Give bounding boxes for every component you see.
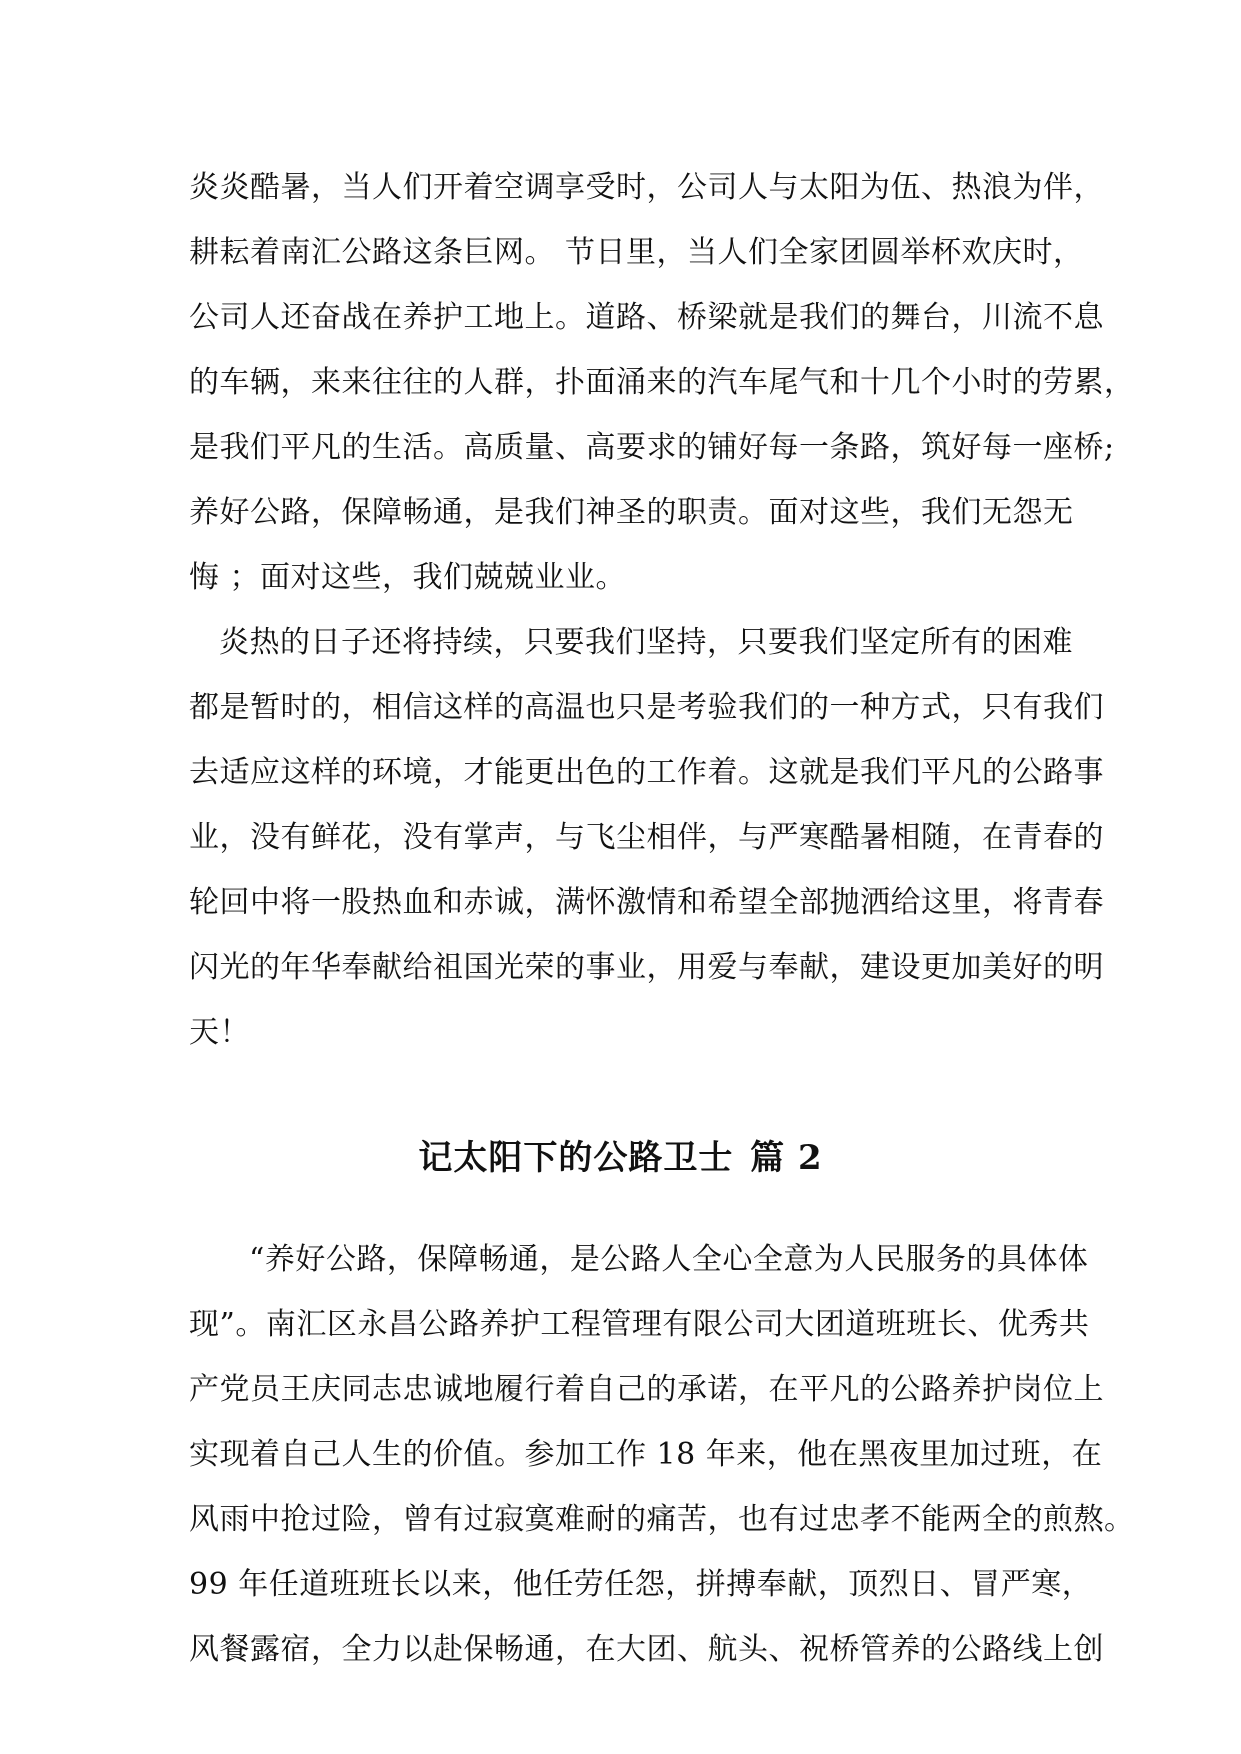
text-line: “养好公路，保障畅通，是公路人全心全意为人民服务的具体体 [249, 1242, 1089, 1277]
text-line: 天！ [189, 1015, 250, 1050]
text-line: 的车辆，来来往往的人群，扑面涌来的汽车尾气和十几个小时的劳累， [189, 365, 1135, 400]
section-heading [0, 1128, 1241, 1188]
text-line: 炎炎酷暑，当人们开着空调享受时，公司人与太阳为伍、热浪为伴， [189, 170, 1104, 205]
text-line: 风雨中抢过险，曾有过寂寞难耐的痛苦，也有过忠孝不能两全的煎熬。 [189, 1502, 1135, 1537]
paragraph-wang-qing [189, 1227, 1135, 1682]
text-line: 产党员王庆同志忠诚地履行着自己的承诺，在平凡的公路养护岗位上 [189, 1372, 1104, 1407]
text-line: 99 年任道班班长以来，他任劳任怨，拼搏奉献，顶烈日、冒严寒， [189, 1567, 1093, 1602]
text-line: 轮回中将一股热血和赤诚，满怀激情和希望全部抛洒给这里，将青春 [189, 885, 1104, 920]
text-line: 现”。南汇区永昌公路养护工程管理有限公司大团道班班长、优秀共 [189, 1307, 1090, 1342]
text-line: 公司人还奋战在养护工地上。道路、桥梁就是我们的舞台，川流不息 [189, 300, 1104, 335]
heading-title: 记太阳下的公路卫士 [418, 1138, 734, 1178]
text-line: 闪光的年华奉献给祖国光荣的事业，用爱与奉献，建设更加美好的明 [189, 950, 1104, 985]
paragraph-summer-work [189, 155, 1135, 610]
heading-number: 篇 2 [750, 1138, 823, 1178]
text-line: 风餐露宿，全力以赴保畅通，在大团、航头、祝桥管养的公路线上创 [189, 1632, 1104, 1667]
text-line: 业，没有鲜花，没有掌声，与飞尘相伴，与严寒酷暑相随，在青春的 [189, 820, 1104, 855]
text-line: 养好公路，保障畅通，是我们神圣的职责。面对这些，我们无怨无 [189, 495, 1074, 530]
text-line: 都是暂时的，相信这样的高温也只是考验我们的一种方式，只有我们 [189, 690, 1104, 725]
text-line: 耕耘着南汇公路这条巨网。 节日里，当人们全家团圆举杯欢庆时， [189, 235, 1084, 270]
text-line: 炎热的日子还将持续，只要我们坚持，只要我们坚定所有的困难 [219, 625, 1073, 660]
text-line: 是我们平凡的生活。高质量、高要求的铺好每一条路，筑好每一座桥; [189, 430, 1115, 465]
text-line: 实现着自己人生的价值。参加工作 18 年来，他在黑夜里加过班，在 [189, 1437, 1103, 1472]
paragraph-persistence [189, 610, 1104, 1065]
text-line: 去适应这样的环境，才能更出色的工作着。这就是我们平凡的公路事 [189, 755, 1104, 790]
text-line: 悔 ；面对这些，我们兢兢业业。 [189, 560, 627, 595]
